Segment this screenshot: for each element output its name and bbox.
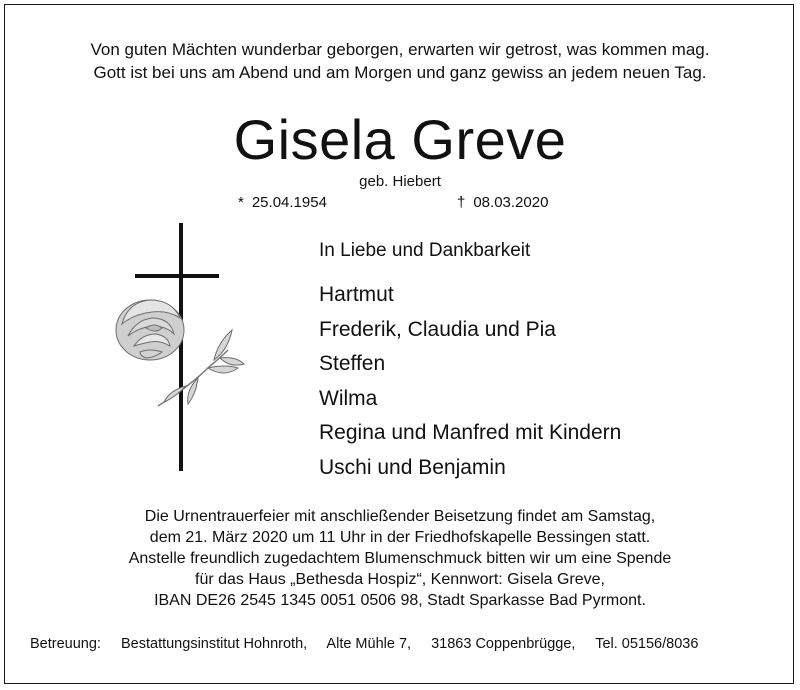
info-line: dem 21. März 2020 um 11 Uhr in der Friedhofskapelle Bessingen statt. [149, 529, 651, 546]
mourner-name: Regina und Manfred mit Kindern [319, 421, 622, 444]
mourners-intro: In Liebe und Dankbarkeit [319, 240, 531, 261]
footer-company: Bestattungsinstitut Hohnroth, [120, 636, 308, 652]
birth-date-value: 25.04.1954 [251, 194, 327, 211]
mourner-name: Wilma [319, 386, 378, 410]
birth-symbol: * [238, 194, 244, 211]
death-symbol: † [457, 194, 466, 211]
funeral-home-footer [30, 636, 698, 652]
death-date [457, 194, 548, 211]
birth-date [238, 194, 327, 211]
motto-line: Von guten Mächten wunderbar geborgen, erwarten wir getrost, was kommen mag. [90, 40, 710, 59]
info-line: Anstelle freundlich zugedachtem Blumenschmuck bitten wir um eine Spende [128, 550, 672, 567]
motto-verse [0, 38, 800, 84]
mourner-name: Uschi und Benjamin [319, 455, 506, 479]
deceased-name: Gisela Greve [233, 108, 567, 171]
footer-phone: Tel. 05156/8036 [595, 636, 699, 652]
birth-name: geb. Hiebert [359, 173, 441, 190]
mourners-list [319, 238, 621, 485]
death-date-value: 08.03.2020 [473, 194, 549, 211]
footer-city: 31863 Coppenbrügge, [431, 636, 576, 652]
mourner-name: Frederik, Claudia und Pia [319, 317, 556, 341]
motto-line: Gott ist bei uns am Abend und am Morgen und ganz gewiss an jedem neuen Tag. [93, 63, 707, 82]
footer-label: Betreuung: [30, 636, 101, 652]
info-line: für das Haus „Bethesda Hospiz“, Kennwort: Gisela Greve, [195, 571, 605, 588]
mourner-name: Hartmut [319, 283, 394, 306]
service-info [0, 506, 800, 611]
info-line: Die Urnentrauerfeier mit anschließender Beisetzung findet am Samstag, [144, 508, 656, 525]
footer-street: Alte Mühle 7, [326, 636, 412, 652]
mourner-name: Steffen [319, 352, 386, 375]
mourning-symbol [110, 218, 260, 478]
info-line: IBAN DE26 2545 1345 0051 0506 98, Stadt Sparkasse Bad Pyrmont. [154, 592, 646, 609]
